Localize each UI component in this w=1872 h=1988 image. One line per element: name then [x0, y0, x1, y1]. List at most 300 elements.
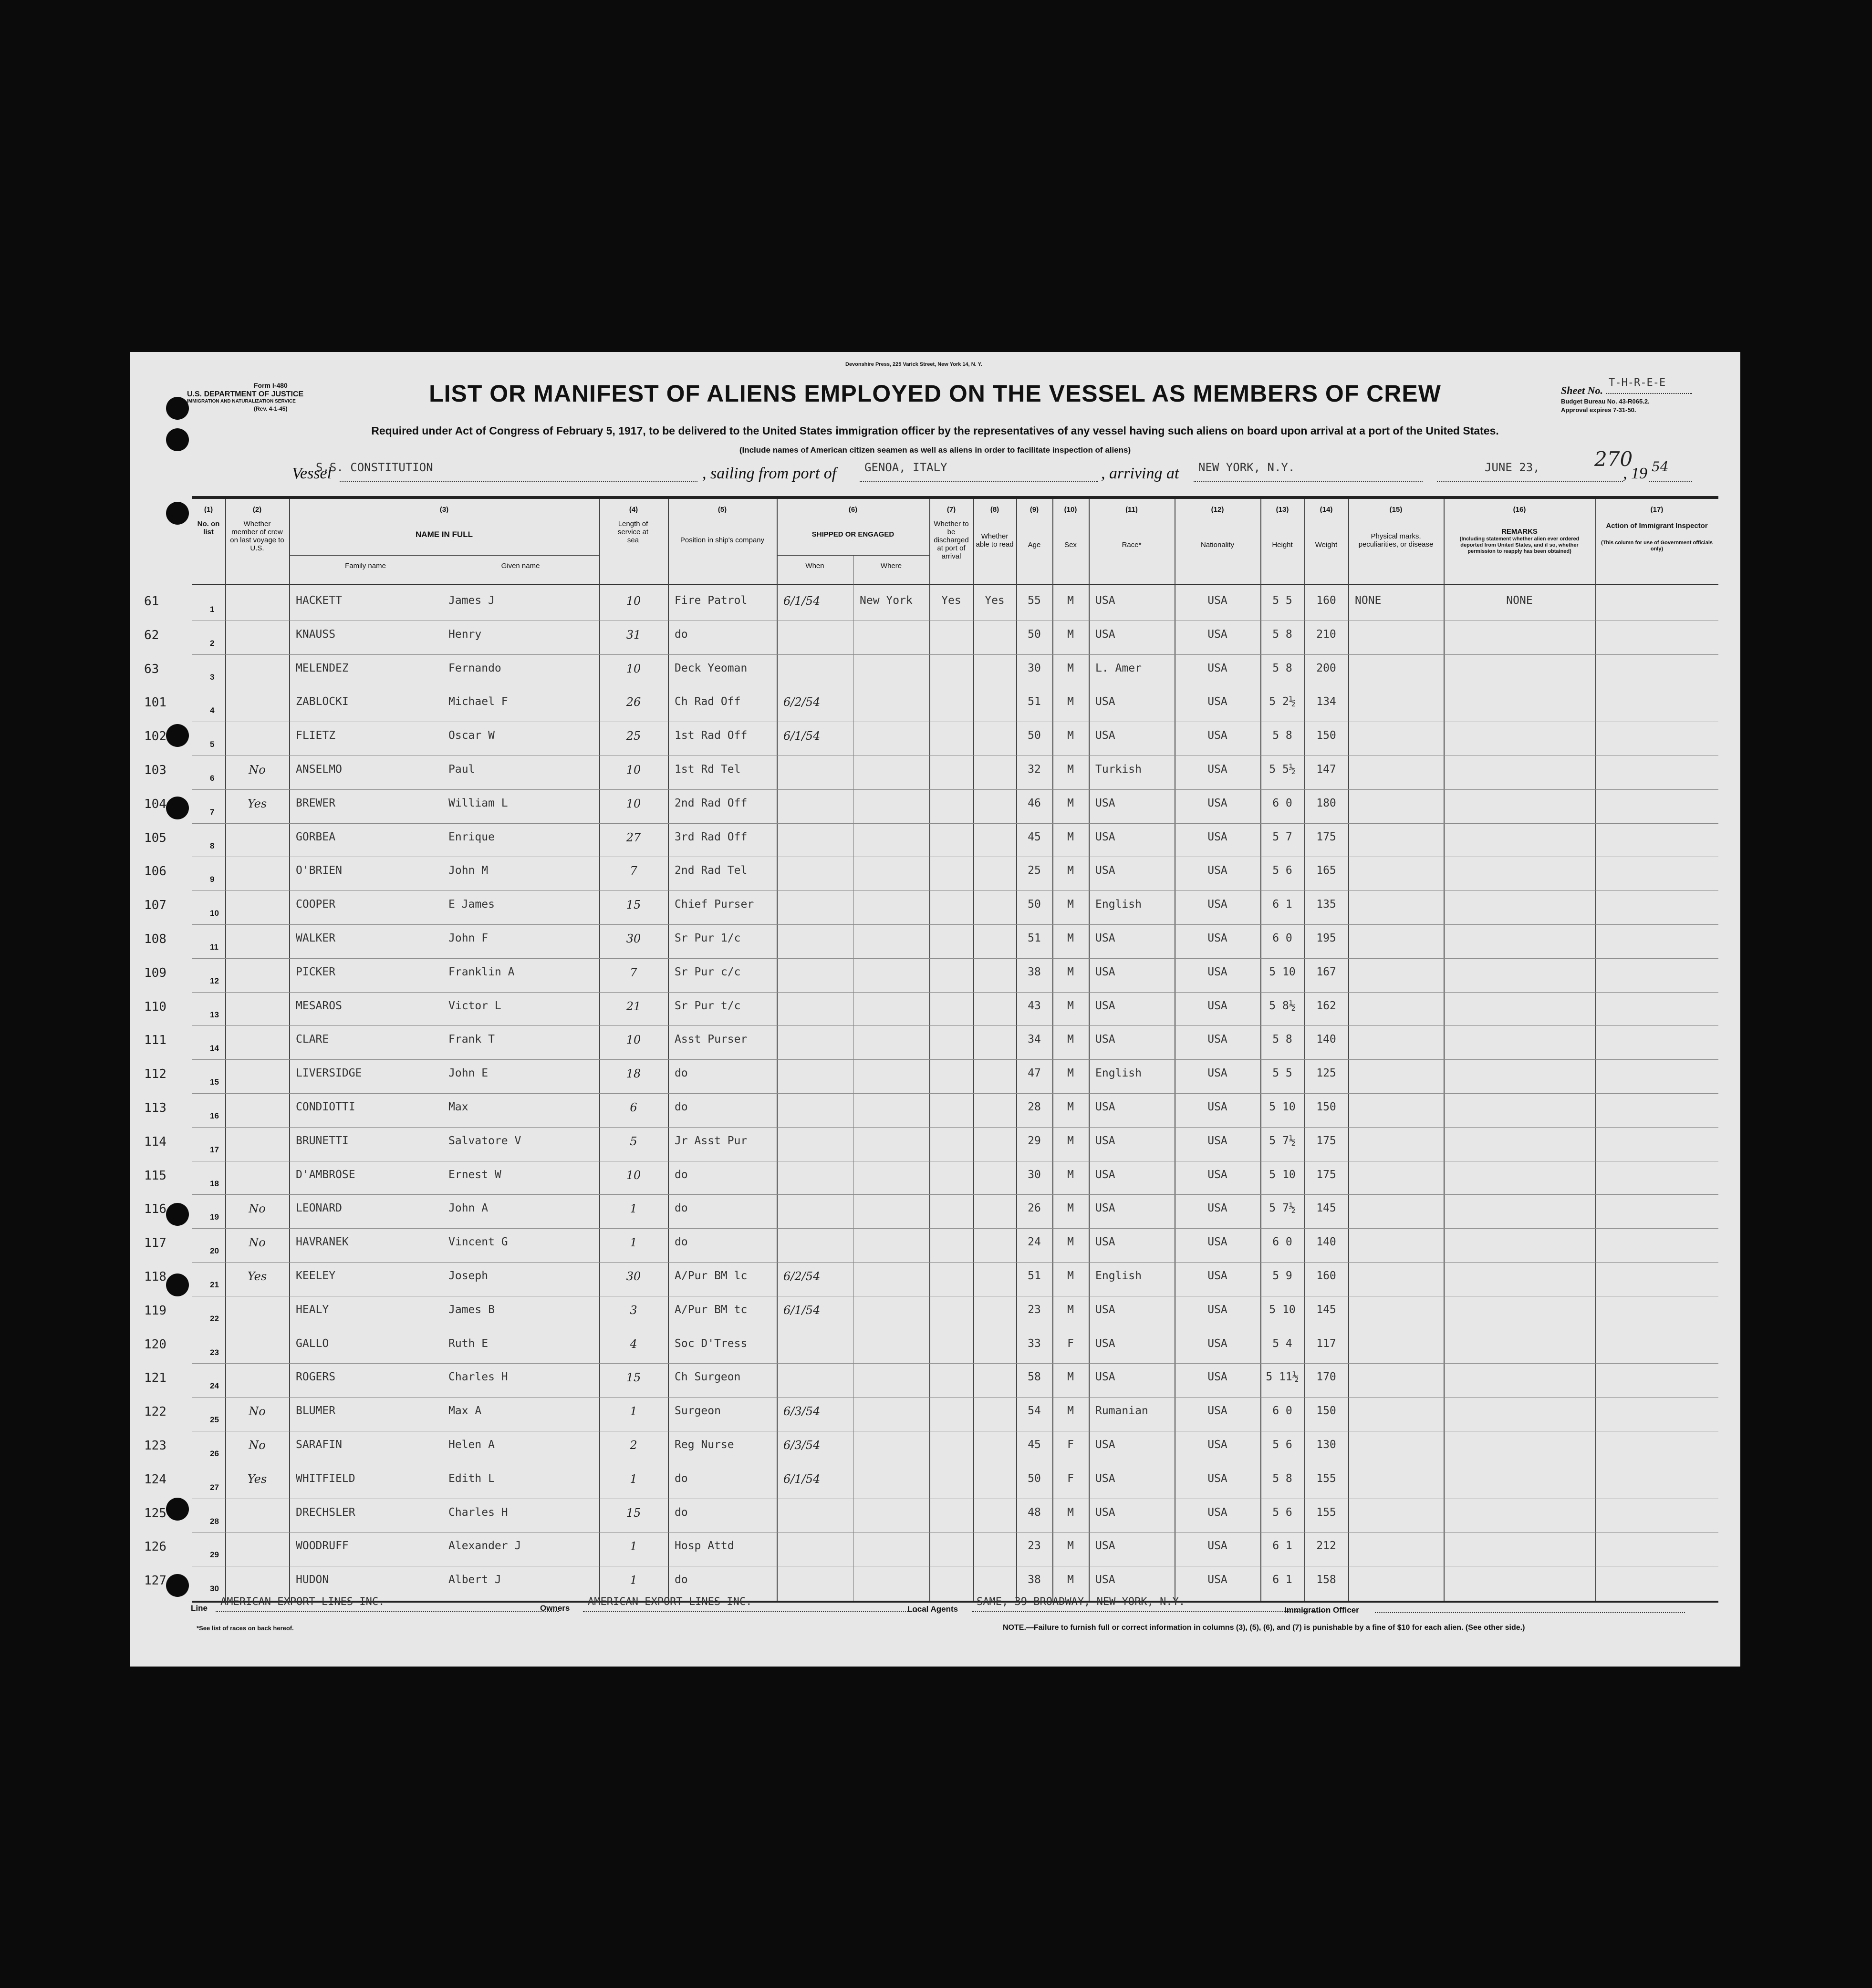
- cell-family: HEALY: [296, 1303, 329, 1316]
- cell-when: 6/1/54: [783, 1303, 821, 1317]
- arrival-date-underline: [1437, 481, 1623, 482]
- cell-race: English: [1095, 1270, 1142, 1282]
- cell-weight: 175: [1316, 1134, 1336, 1147]
- cell-height: 5 8: [1272, 729, 1292, 742]
- sailing-from-port: GENOA, ITALY: [864, 461, 947, 474]
- margin-row-number: 108: [144, 932, 166, 946]
- cell-nat: USA: [1207, 695, 1227, 708]
- margin-row-number: 117: [144, 1236, 166, 1251]
- line-number: 26: [210, 1449, 219, 1458]
- cell-when: 6/1/54: [783, 1472, 821, 1486]
- arrival-year-underline: [1649, 481, 1692, 482]
- cell-age: 34: [1028, 1033, 1041, 1046]
- table-row: [144, 925, 1718, 959]
- col-10-number: (10): [1064, 506, 1077, 514]
- cell-family: DRECHSLER: [296, 1506, 355, 1519]
- cell-given: Paul: [448, 763, 475, 776]
- margin-row-number: 104: [144, 797, 166, 811]
- margin-row-number: 106: [144, 864, 166, 879]
- cell-height: 5 8: [1272, 628, 1292, 641]
- cell-sex: M: [1067, 662, 1074, 674]
- cell-sex: M: [1067, 999, 1074, 1012]
- cell-race: Rumanian: [1095, 1405, 1148, 1418]
- cell-sex: M: [1067, 1506, 1074, 1519]
- col-11-label: Race*: [1122, 541, 1142, 549]
- approval-expires: Approval expires 7-31-50.: [1561, 406, 1636, 414]
- cell-height: 5 9: [1272, 1270, 1292, 1282]
- cell-family: HUDON: [296, 1574, 329, 1586]
- col-13-label: Height: [1272, 541, 1293, 549]
- cell-age: 51: [1028, 932, 1041, 944]
- cell-position: Soc D'Tress: [675, 1337, 748, 1350]
- cell-crew: No: [249, 1405, 266, 1419]
- margin-row-number: 116: [144, 1202, 166, 1217]
- cell-service: 30: [626, 932, 641, 945]
- cell-service: 15: [626, 1371, 641, 1385]
- cell-race: USA: [1095, 1540, 1115, 1553]
- punch-hole: [166, 1574, 189, 1597]
- table-row: [144, 1297, 1718, 1331]
- table-row: [144, 1466, 1718, 1500]
- cell-given: Oscar W: [448, 729, 495, 742]
- printer-credit: Devonshire Press, 225 Varick Street, New York 14, N. Y.: [845, 362, 982, 367]
- cell-service: 1: [630, 1472, 637, 1486]
- line-number: 27: [210, 1482, 219, 1492]
- cell-position: A/Pur BM tc: [675, 1303, 748, 1316]
- cell-sex: F: [1067, 1472, 1074, 1485]
- row-rule: [192, 1059, 1718, 1060]
- line-number: 16: [210, 1111, 219, 1120]
- cell-where: New York: [860, 594, 913, 607]
- col-14-number: (14): [1320, 506, 1333, 514]
- line-number: 13: [210, 1010, 219, 1019]
- cell-position: Asst Purser: [675, 1033, 748, 1046]
- cell-age: 47: [1028, 1067, 1041, 1080]
- cell-family: FLIETZ: [296, 729, 336, 742]
- punch-hole: [166, 502, 189, 525]
- cell-race: USA: [1095, 1134, 1115, 1147]
- cell-height: 5 10: [1269, 965, 1296, 978]
- cell-height: 6 1: [1272, 1574, 1292, 1586]
- cell-nat: USA: [1207, 1506, 1227, 1519]
- margin-row-number: 105: [144, 830, 166, 845]
- cell-position: Fire Patrol: [675, 594, 748, 607]
- cell-service: 10: [626, 797, 641, 810]
- line-number: 4: [210, 706, 215, 715]
- cell-height: 6 1: [1272, 1540, 1292, 1553]
- table-row: [144, 1500, 1718, 1533]
- cell-height: 5 7½: [1269, 1134, 1296, 1147]
- cell-height: 5 5½: [1269, 763, 1296, 776]
- cell-weight: 145: [1316, 1202, 1336, 1215]
- cell-height: 5 4: [1272, 1337, 1292, 1350]
- col-2-number: (2): [252, 506, 262, 514]
- cell-service: 10: [626, 1168, 641, 1182]
- col-6-label: SHIPPED OR ENGAGED: [811, 530, 894, 538]
- punch-hole: [166, 1274, 189, 1296]
- cell-sex: M: [1067, 1303, 1074, 1316]
- cell-family: GALLO: [296, 1337, 329, 1350]
- col-2-label: Whether member of crew on last voyage to U.S.: [230, 520, 284, 552]
- sheet-number-value: T-H-R-E-E: [1609, 377, 1666, 389]
- cell-position: do: [675, 1202, 688, 1215]
- cell-position: do: [675, 1574, 688, 1586]
- cell-age: 25: [1028, 864, 1041, 877]
- cell-given: Victor L: [448, 999, 501, 1012]
- cell-family: LIVERSIDGE: [296, 1067, 362, 1080]
- cell-position: 2nd Rad Off: [675, 797, 748, 809]
- table-row: [144, 824, 1718, 858]
- row-rule: [192, 1228, 1718, 1229]
- cell-race: USA: [1095, 1033, 1115, 1046]
- cell-given: Enrique: [448, 830, 495, 843]
- cell-family: BREWER: [296, 797, 336, 809]
- cell-sex: M: [1067, 965, 1074, 978]
- cell-race: USA: [1095, 965, 1115, 978]
- cell-nat: USA: [1207, 864, 1227, 877]
- cell-service: 25: [626, 729, 641, 743]
- cell-position: do: [675, 628, 688, 641]
- cell-nat: USA: [1207, 1067, 1227, 1080]
- cell-height: 6 0: [1272, 1236, 1292, 1249]
- cell-family: ZABLOCKI: [296, 695, 349, 708]
- cell-service: 30: [626, 1270, 641, 1283]
- cell-service: 31: [626, 628, 641, 642]
- cell-race: USA: [1095, 628, 1115, 641]
- cell-height: 5 11½: [1266, 1371, 1299, 1384]
- cell-weight: 180: [1316, 797, 1336, 809]
- cell-weight: 155: [1316, 1472, 1336, 1485]
- line-number: 10: [210, 909, 219, 918]
- page-subtitle: Required under Act of Congress of February 5, 1917, to be delivered to the United States immigration officer by the representatives of any vessel having such aliens on board upon arrival at a port of the United States.: [371, 425, 1499, 437]
- col-11-number: (11): [1125, 506, 1138, 514]
- cell-given: Charles H: [448, 1371, 508, 1384]
- cell-service: 15: [626, 1506, 641, 1520]
- row-rule: [192, 1194, 1718, 1195]
- cell-given: Ruth E: [448, 1337, 489, 1350]
- line-number: 22: [210, 1314, 219, 1323]
- cell-sex: M: [1067, 1202, 1074, 1215]
- cell-weight: 170: [1316, 1371, 1336, 1384]
- header-bottom-rule: [192, 584, 1718, 585]
- line-number: 17: [210, 1145, 219, 1154]
- cell-nat: USA: [1207, 1168, 1227, 1181]
- cell-family: WHITFIELD: [296, 1472, 355, 1485]
- cell-height: 5 10: [1269, 1303, 1296, 1316]
- margin-row-number: 119: [144, 1303, 166, 1318]
- line-number: 24: [210, 1381, 219, 1391]
- cell-height: 5 8: [1272, 662, 1292, 674]
- margin-row-number: 122: [144, 1405, 166, 1419]
- cell-remarks: NONE: [1506, 594, 1533, 607]
- cell-service: 1: [630, 1574, 637, 1587]
- cell-age: 58: [1028, 1371, 1041, 1384]
- cell-weight: 160: [1316, 1270, 1336, 1282]
- cell-nat: USA: [1207, 830, 1227, 843]
- row-rule: [192, 1397, 1718, 1398]
- cell-race: USA: [1095, 797, 1115, 809]
- cell-family: WALKER: [296, 932, 336, 944]
- cell-given: John A: [448, 1202, 489, 1215]
- cell-given: Alexander J: [448, 1540, 521, 1553]
- races-note: *See list of races on back hereof.: [197, 1625, 294, 1632]
- row-rule: [192, 1262, 1718, 1263]
- margin-row-number: 127: [144, 1574, 166, 1588]
- cell-age: 50: [1028, 898, 1041, 911]
- officer-underline: [1375, 1612, 1685, 1613]
- cell-weight: 150: [1316, 729, 1336, 742]
- cell-age: 26: [1028, 1202, 1041, 1215]
- arrival-year-prefix: , 19: [1623, 465, 1647, 482]
- margin-row-number: 112: [144, 1067, 166, 1082]
- vessel-underline: [340, 481, 697, 482]
- cell-given: Charles H: [448, 1506, 508, 1519]
- cell-nat: USA: [1207, 1574, 1227, 1586]
- cell-weight: 160: [1316, 594, 1336, 607]
- cell-age: 29: [1028, 1134, 1041, 1147]
- cell-weight: 147: [1316, 763, 1336, 776]
- cell-race: USA: [1095, 864, 1115, 877]
- cell-nat: USA: [1207, 763, 1227, 776]
- cell-service: 3: [630, 1303, 637, 1317]
- agents-underline: [972, 1611, 1325, 1612]
- cell-position: Deck Yeoman: [675, 662, 748, 674]
- agents-value: SAME, 39 BROADWAY, NEW YORK, N.Y.: [977, 1596, 1186, 1608]
- table-row: [144, 790, 1718, 824]
- cell-nat: USA: [1207, 729, 1227, 742]
- cell-when: 6/3/54: [783, 1405, 821, 1419]
- cell-nat: USA: [1207, 1303, 1227, 1316]
- cell-weight: 155: [1316, 1506, 1336, 1519]
- col-8-label: Whether able to read: [976, 532, 1014, 549]
- col-4-label: Length of service at sea: [617, 520, 649, 544]
- vessel-name: S.S. CONSTITUTION: [316, 461, 433, 474]
- cell-read: Yes: [985, 594, 1005, 607]
- margin-row-number: 114: [144, 1134, 166, 1149]
- cell-service: 1: [630, 1236, 637, 1250]
- cell-family: CLARE: [296, 1033, 329, 1046]
- cell-given: John E: [448, 1067, 489, 1080]
- owners-underline: [583, 1611, 917, 1612]
- col-17-sub: (This column for use of Government officials only): [1601, 540, 1713, 552]
- margin-row-number: 124: [144, 1472, 166, 1487]
- cell-age: 33: [1028, 1337, 1041, 1350]
- cell-family: SARAFIN: [296, 1439, 342, 1451]
- col-16-label: REMARKS: [1501, 528, 1538, 536]
- cell-age: 50: [1028, 1472, 1041, 1485]
- cell-family: KNAUSS: [296, 628, 336, 641]
- line-number: 8: [210, 841, 215, 850]
- row-rule: [192, 1363, 1718, 1364]
- cell-weight: 162: [1316, 999, 1336, 1012]
- line-number: 28: [210, 1516, 219, 1526]
- row-rule: [192, 789, 1718, 790]
- cell-race: USA: [1095, 830, 1115, 843]
- cell-age: 50: [1028, 729, 1041, 742]
- cell-age: 48: [1028, 1506, 1041, 1519]
- col-5-label: Position in ship's company: [680, 536, 765, 544]
- cell-nat: USA: [1207, 1134, 1227, 1147]
- margin-row-number: 107: [144, 898, 166, 913]
- line-number: 30: [210, 1584, 219, 1594]
- cell-weight: 145: [1316, 1303, 1336, 1316]
- cell-sex: M: [1067, 932, 1074, 944]
- cell-service: 27: [626, 830, 641, 844]
- cell-position: Ch Surgeon: [675, 1371, 741, 1384]
- cell-position: Surgeon: [675, 1405, 721, 1418]
- line-number: 29: [210, 1550, 219, 1560]
- line-number: 12: [210, 976, 219, 985]
- margin-row-number: 125: [144, 1506, 166, 1521]
- cell-given: Michael F: [448, 695, 508, 708]
- cell-service: 10: [626, 763, 641, 777]
- col-3-label: NAME IN FULL: [416, 530, 473, 539]
- cell-race: Turkish: [1095, 763, 1142, 776]
- cell-height: 5 8½: [1269, 999, 1296, 1012]
- row-rule: [192, 992, 1718, 993]
- cell-age: 24: [1028, 1236, 1041, 1249]
- margin-row-number: 61: [144, 594, 159, 609]
- cell-weight: 140: [1316, 1236, 1336, 1249]
- cell-service: 1: [630, 1405, 637, 1419]
- col-15-label: Physical marks, peculiarities, or disease: [1358, 532, 1434, 549]
- row-rule: [192, 823, 1718, 824]
- page-title: LIST OR MANIFEST OF ALIENS EMPLOYED ON THE VESSEL AS MEMBERS OF CREW: [429, 380, 1441, 407]
- table-row: [144, 891, 1718, 925]
- arrival-date: JUNE 23,: [1485, 461, 1540, 474]
- cell-position: 3rd Rad Off: [675, 830, 748, 843]
- cell-race: USA: [1095, 932, 1115, 944]
- line-number: 7: [210, 807, 215, 817]
- penalty-note: NOTE.—Failure to furnish full or correct information in columns (3), (5), (6), and (7) is punishable by a fine of $10 for each alien. (See other side.): [1003, 1624, 1525, 1632]
- cell-when: 6/1/54: [783, 729, 821, 743]
- cell-family: BLUMER: [296, 1405, 336, 1418]
- cell-weight: 117: [1316, 1337, 1336, 1350]
- punch-hole: [166, 724, 189, 747]
- cell-sex: M: [1067, 1405, 1074, 1418]
- cell-weight: 210: [1316, 628, 1336, 641]
- line-number: 15: [210, 1077, 219, 1087]
- line-number: 25: [210, 1415, 219, 1425]
- cell-height: 5 5: [1272, 1067, 1292, 1080]
- cell-height: 6 0: [1272, 932, 1292, 944]
- cell-family: BRUNETTI: [296, 1134, 349, 1147]
- cell-race: USA: [1095, 1303, 1115, 1316]
- cell-sex: M: [1067, 1371, 1074, 1384]
- cell-weight: 150: [1316, 1101, 1336, 1113]
- cell-race: USA: [1095, 1371, 1115, 1384]
- arrival-year: 54: [1652, 459, 1669, 475]
- cell-disch: Yes: [941, 594, 961, 607]
- row-rule: [192, 1127, 1718, 1128]
- cell-nat: USA: [1207, 932, 1227, 944]
- table-row: [144, 858, 1718, 891]
- col-16-sub: (Including statement whether alien ever ordered deported from United States, and if so, whether permission to reapply has been obtained): [1459, 536, 1580, 554]
- cell-position: Jr Asst Pur: [675, 1134, 748, 1147]
- cell-weight: 130: [1316, 1439, 1336, 1451]
- table-row: [144, 1432, 1718, 1466]
- cell-service: 1: [630, 1202, 637, 1216]
- cell-sex: M: [1067, 1101, 1074, 1113]
- cell-position: do: [675, 1236, 688, 1249]
- cell-height: 5 5: [1272, 594, 1292, 607]
- line-number: 21: [210, 1280, 219, 1289]
- cell-age: 46: [1028, 797, 1041, 809]
- cell-when: 6/1/54: [783, 594, 821, 608]
- cell-given: Helen A: [448, 1439, 495, 1451]
- table-row: [144, 1060, 1718, 1094]
- cell-nat: USA: [1207, 797, 1227, 809]
- punch-hole: [166, 1203, 189, 1226]
- margin-row-number: 101: [144, 695, 166, 710]
- table-row: [144, 689, 1718, 723]
- cell-sex: M: [1067, 763, 1074, 776]
- cell-family: D'AMBROSE: [296, 1168, 355, 1181]
- cell-service: 2: [630, 1439, 637, 1452]
- cell-sex: M: [1067, 695, 1074, 708]
- cell-sex: M: [1067, 628, 1074, 641]
- cell-nat: USA: [1207, 1270, 1227, 1282]
- cell-sex: M: [1067, 864, 1074, 877]
- cell-given: Fernando: [448, 662, 501, 674]
- cell-race: USA: [1095, 1574, 1115, 1586]
- cell-given: Joseph: [448, 1270, 489, 1282]
- cell-position: Sr Pur c/c: [675, 965, 741, 978]
- col-6-where-label: Where: [880, 562, 902, 570]
- cell-age: 23: [1028, 1540, 1041, 1553]
- col-5-number: (5): [718, 506, 727, 514]
- table-row: [144, 756, 1718, 790]
- cell-race: USA: [1095, 729, 1115, 742]
- row-rule: [192, 890, 1718, 891]
- table-row: [144, 1263, 1718, 1297]
- cell-race: L. Amer: [1095, 662, 1142, 674]
- cell-age: 51: [1028, 695, 1041, 708]
- line-label: Line: [191, 1604, 208, 1613]
- cell-age: 28: [1028, 1101, 1041, 1113]
- cell-nat: USA: [1207, 1371, 1227, 1384]
- cell-service: 26: [626, 695, 641, 709]
- cell-nat: USA: [1207, 1540, 1227, 1553]
- cell-height: 5 8: [1272, 1472, 1292, 1485]
- margin-row-number: 111: [144, 1033, 166, 1048]
- cell-given: James B: [448, 1303, 495, 1316]
- cell-service: 10: [626, 1033, 641, 1047]
- col-17-number: (17): [1650, 506, 1664, 514]
- cell-crew: No: [249, 1236, 266, 1250]
- cell-weight: 125: [1316, 1067, 1336, 1080]
- arriving-at-underline: [1194, 481, 1423, 482]
- owners-value: AMERICAN EXPORT LINES INC.: [588, 1596, 752, 1608]
- col-14-label: Weight: [1315, 541, 1338, 549]
- cell-weight: 165: [1316, 864, 1336, 877]
- cell-service: 1: [630, 1540, 637, 1553]
- cell-position: do: [675, 1472, 688, 1485]
- cell-nat: USA: [1207, 1439, 1227, 1451]
- form-dept: U.S. DEPARTMENT OF JUSTICE: [187, 390, 304, 398]
- arriving-at-label: , arriving at: [1101, 465, 1179, 482]
- cell-crew: Yes: [247, 797, 267, 810]
- cell-given: Franklin A: [448, 965, 515, 978]
- margin-row-number: 110: [144, 999, 166, 1014]
- cell-family: O'BRIEN: [296, 864, 342, 877]
- cell-race: USA: [1095, 999, 1115, 1012]
- cell-position: do: [675, 1067, 688, 1080]
- cell-age: 30: [1028, 1168, 1041, 1181]
- line-number: 9: [210, 875, 215, 884]
- cell-weight: 175: [1316, 830, 1336, 843]
- cell-family: LEONARD: [296, 1202, 342, 1215]
